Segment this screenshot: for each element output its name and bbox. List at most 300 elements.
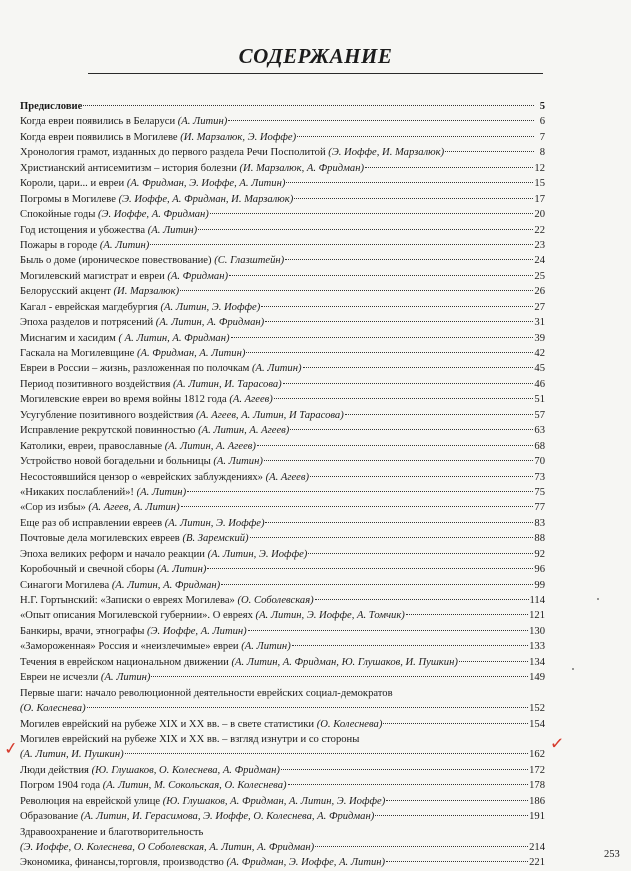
toc-page-number: 20 (534, 209, 545, 221)
dot-leader (125, 753, 529, 754)
dot-leader (265, 522, 533, 523)
toc-page-number: 27 (534, 301, 545, 313)
toc-entry (20, 500, 545, 515)
toc-authors: (О. Соболевская) (237, 595, 314, 606)
toc-title: Синагоги Могилева (20, 579, 112, 591)
toc-entry (20, 392, 545, 407)
toc-line (20, 593, 545, 608)
toc-page-number: 63 (534, 425, 545, 437)
toc-page-number: 92 (534, 548, 545, 560)
toc-line (20, 608, 545, 623)
toc-title: Почтовые дела могилевских евреев (20, 533, 183, 545)
toc-page-number: 88 (534, 533, 545, 545)
toc-entry-text (20, 130, 296, 145)
toc-line (20, 547, 545, 562)
toc-page-number: 24 (534, 255, 545, 267)
toc-authors: (А. Литин, А. Агеев) (164, 440, 256, 452)
toc-line (20, 300, 545, 315)
toc-entry (20, 161, 545, 176)
toc-authors: (А. Фридман) (167, 270, 228, 282)
toc-page-number: 114 (529, 595, 545, 606)
toc-line (20, 176, 545, 191)
toc-entry-text (20, 439, 256, 454)
toc-entry (20, 130, 545, 145)
toc-title: Революция на еврейской улице (20, 795, 163, 807)
toc-entry-text (20, 192, 293, 207)
toc-authors: (А. Литин) (177, 116, 228, 128)
toc-title: Люди действия (20, 764, 92, 776)
table-of-contents (20, 99, 545, 871)
toc-line (20, 454, 545, 469)
toc-authors: (И. Марзалюк) (113, 286, 180, 298)
toc-line (20, 223, 545, 238)
toc-entry (20, 485, 545, 500)
toc-title: Миснагим и хасидим (20, 332, 119, 344)
toc-entry-text (20, 392, 273, 407)
toc-page-number: 46 (534, 378, 545, 390)
toc-line (20, 114, 545, 129)
toc-title: Экономика, финансы,торговля, производство (20, 857, 227, 869)
toc-title: Могилев еврейский на рубеже XIX и XX вв. – взгляд изнутри и со стороны (20, 733, 360, 745)
toc-authors: (Э. Иоффе, А. Фридман) (97, 209, 209, 221)
dot-leader (459, 661, 528, 662)
dot-leader (229, 275, 533, 276)
toc-authors: (О. Колеснева) (316, 718, 383, 730)
toc-line (20, 423, 545, 438)
toc-entry-text (20, 686, 393, 701)
toc-entry-text (20, 701, 86, 716)
toc-entry (20, 763, 545, 778)
toc-line (20, 470, 545, 485)
dot-leader (87, 707, 529, 708)
toc-entry-text (20, 639, 291, 654)
toc-authors: (А. Фридман, Э. Иоффе, А. Литин) (226, 857, 386, 869)
dot-leader (228, 120, 534, 121)
toc-title: Образование (20, 811, 81, 823)
toc-title: Год истощения и убожества (20, 224, 148, 236)
toc-page-number: 6 (539, 116, 545, 128)
toc-title: «Никаких послаблений»! (20, 486, 137, 498)
toc-line (20, 315, 545, 330)
toc-authors: (А. Литин, А. Фридман) (111, 579, 221, 591)
toc-authors: (А. Литин, И. Пушкин) (20, 749, 124, 761)
toc-page-number: 51 (534, 394, 545, 406)
dot-leader (288, 784, 529, 785)
dot-leader (315, 846, 528, 847)
toc-entry-text (20, 593, 314, 608)
toc-entry (20, 238, 545, 253)
toc-entry-text (20, 346, 245, 361)
toc-page-number: 162 (529, 749, 545, 761)
toc-authors: (А. Агеев, А. Литин) (88, 502, 180, 514)
toc-page-number: 154 (529, 718, 545, 730)
toc-entry (20, 423, 545, 438)
toc-entry (20, 331, 545, 346)
toc-entry (20, 778, 545, 793)
toc-entry (20, 361, 545, 376)
toc-authors: (С. Глазштейн) (214, 255, 285, 267)
toc-page-number: 221 (529, 857, 545, 869)
toc-entry-text (20, 717, 382, 732)
toc-title: Период позитивного воздействия (20, 378, 173, 390)
dot-leader (310, 476, 533, 477)
toc-authors: (Ю. Глушаков, А. Фридман, А. Литин, Э. Иоффе) (162, 795, 386, 807)
toc-entry (20, 624, 545, 639)
toc-authors: (Э. Иоффе, А. Литин) (146, 625, 247, 637)
toc-entry (20, 223, 545, 238)
toc-page-number: 22 (534, 224, 545, 236)
toc-authors: (А. Литин, Э. Иоффе, А. Томчик) (255, 610, 405, 622)
dot-leader (274, 398, 534, 399)
toc-entry-text (20, 114, 227, 129)
toc-page-number: 68 (534, 440, 545, 452)
toc-line (20, 269, 545, 284)
toc-entry-text (20, 485, 186, 500)
toc-authors: (А. Литин) (156, 564, 207, 576)
dot-leader (248, 630, 528, 631)
dot-leader (345, 414, 534, 415)
toc-page-number: 70 (534, 456, 545, 468)
toc-entry-text (20, 423, 289, 438)
toc-entry (20, 531, 545, 546)
toc-title: Могилев еврейский на рубеже XIX и XX вв. – в свете статистики (20, 718, 317, 730)
toc-line (20, 763, 545, 778)
toc-page-number: 26 (534, 286, 545, 298)
toc-authors: (Э. Иоффе, А. Фридман, И. Марзалюк) (118, 193, 294, 205)
dot-leader (207, 568, 533, 569)
toc-line (20, 624, 545, 639)
toc-title: Эпоха великих реформ и начало реакции (20, 548, 208, 560)
toc-entry-text (20, 176, 285, 191)
toc-title: Еще раз об исправлении евреев (20, 517, 165, 529)
dot-leader (375, 815, 528, 816)
toc-title: Гаскала на Могилевщине (20, 348, 138, 359)
toc-line (20, 346, 545, 361)
toc-line (20, 732, 545, 747)
toc-page-number: 5 (539, 101, 545, 112)
toc-entry (20, 114, 545, 129)
toc-entry-text (20, 840, 314, 855)
toc-page-number: 130 (529, 625, 545, 637)
toc-entry-text (20, 377, 282, 392)
toc-entry (20, 562, 545, 577)
toc-entry-text (20, 331, 230, 346)
toc-entry (20, 454, 545, 469)
toc-entry-text (20, 145, 444, 160)
toc-entry-text (20, 670, 150, 685)
toc-title: Быль о доме (ироническое повествование) (20, 255, 215, 267)
toc-page-number: 45 (534, 363, 545, 375)
toc-authors: (А. Литин) (252, 363, 302, 375)
scan-speck (597, 598, 599, 600)
toc-authors: (А. Литин, Э. Иоффе) (160, 301, 261, 313)
dot-leader (281, 769, 528, 770)
dot-leader (246, 352, 533, 353)
toc-entry (20, 655, 545, 670)
toc-entry (20, 253, 545, 268)
toc-title: Короли, цари... и евреи (20, 178, 127, 190)
toc-line (20, 161, 545, 176)
toc-page-number: 214 (529, 842, 545, 853)
toc-entry (20, 145, 545, 160)
toc-line (20, 392, 545, 407)
toc-entry (20, 608, 545, 623)
toc-page-number: 152 (529, 703, 545, 715)
dot-leader (187, 491, 533, 492)
toc-authors: (А. Литин) (213, 456, 263, 468)
toc-entry (20, 593, 545, 608)
toc-title: Кагал - еврейская магдебургия (20, 301, 161, 313)
toc-page-number: 133 (529, 641, 545, 653)
toc-line (20, 192, 545, 207)
toc-authors: (А. Литин) (99, 239, 150, 251)
toc-line (20, 809, 545, 824)
dot-leader (294, 198, 533, 199)
toc-entry-text (20, 99, 82, 114)
toc-page-number: 75 (534, 486, 545, 498)
toc-entry-text (20, 300, 260, 315)
toc-page-number: 121 (529, 610, 545, 622)
toc-line (20, 377, 545, 392)
toc-page-number: 7 (539, 131, 545, 143)
toc-entry-text (20, 624, 247, 639)
dot-leader (286, 182, 533, 183)
dot-leader (181, 506, 534, 507)
toc-entry (20, 300, 545, 315)
toc-entry-text (20, 161, 364, 176)
toc-title: Когда евреи появились в Беларуси (20, 116, 178, 128)
toc-entry (20, 516, 545, 531)
toc-page-number: 186 (529, 795, 545, 807)
toc-entry (20, 269, 545, 284)
toc-title: Белорусский акцент (20, 286, 114, 298)
toc-title: Могилевские евреи во время войны 1812 года (20, 394, 230, 406)
toc-line (20, 670, 545, 685)
toc-authors: (А. Литин, А. Фридман, Ю. Глушаков, И. Пушкин) (231, 656, 458, 668)
toc-entry-text (20, 763, 280, 778)
toc-entry (20, 794, 545, 809)
toc-page-number: 134 (529, 656, 545, 668)
dot-leader (308, 553, 533, 554)
toc-page-number: 149 (529, 672, 545, 684)
toc-entry-text (20, 315, 264, 330)
toc-title: Коробочный и свечной сборы (20, 564, 157, 576)
red-check-mark-left: ✓ (2, 738, 20, 760)
toc-page-number: 42 (534, 348, 545, 359)
toc-authors: (А. Агеев, А. Литин, И Тарасова) (196, 409, 344, 421)
toc-line (20, 207, 545, 222)
toc-line (20, 717, 545, 732)
dot-leader (386, 861, 528, 862)
dot-leader (386, 800, 528, 801)
toc-authors: (И. Марзалюк, Э. Иоффе) (180, 131, 297, 143)
dot-leader (283, 383, 534, 384)
toc-entry-text (20, 825, 203, 840)
toc-entry (20, 315, 545, 330)
toc-page-number: 8 (539, 147, 545, 159)
toc-line (20, 516, 545, 531)
toc-page-number: 191 (529, 811, 545, 823)
title-rule (88, 73, 543, 74)
toc-page-number: 57 (534, 409, 545, 421)
dot-leader (315, 599, 529, 600)
toc-entry (20, 825, 545, 856)
toc-title: Эпоха разделов и потрясений (20, 317, 156, 329)
toc-title: Пожары в городе (20, 239, 100, 251)
toc-entry (20, 717, 545, 732)
toc-entry (20, 176, 545, 191)
toc-title: Погром 1904 года (20, 780, 103, 792)
toc-page-number: 39 (534, 332, 545, 344)
scan-speck (572, 668, 574, 670)
toc-page-number: 17 (534, 193, 545, 205)
toc-line (20, 562, 545, 577)
toc-line (20, 253, 545, 268)
toc-title: Когда евреи появились в Могилеве (20, 131, 181, 143)
toc-page-number: 25 (534, 270, 545, 282)
toc-authors: (А. Агеев) (229, 394, 273, 406)
toc-entry-text (20, 470, 309, 485)
toc-line (20, 686, 545, 701)
toc-entry-text (20, 655, 458, 670)
toc-entry-text (20, 500, 180, 515)
toc-entry (20, 670, 545, 685)
dot-leader (231, 337, 534, 338)
toc-entry (20, 439, 545, 454)
toc-entry (20, 547, 545, 562)
toc-authors: (А. Литин, И. Герасимова, Э. Иоффе, О. Колеснева, А. Фридман) (80, 811, 375, 823)
toc-title: Христианский антисемитизм – история болезни (20, 162, 240, 174)
dot-leader (303, 367, 534, 368)
toc-line (20, 578, 545, 593)
toc-title: Евреи не исчезли (20, 672, 101, 684)
toc-authors: (А. Литин, И. Тарасова) (172, 378, 282, 390)
toc-authors: (А. Литин) (241, 641, 291, 653)
toc-title: Предисловие (20, 101, 83, 112)
red-check-mark-right: ✓ (549, 733, 565, 755)
toc-entry-text (20, 516, 264, 531)
toc-line (20, 408, 545, 423)
dot-leader (265, 321, 533, 322)
toc-entry-text (20, 408, 344, 423)
toc-entry-text (20, 223, 197, 238)
dot-leader (250, 537, 534, 538)
toc-title: Погромы в Могилеве (20, 193, 119, 205)
toc-title: Несостоявшийся цензор о «еврейских заблуждениях» (20, 471, 266, 483)
toc-page-number: 12 (534, 162, 545, 174)
toc-entry-text (20, 531, 249, 546)
dot-leader (292, 645, 528, 646)
toc-page-number: 77 (534, 502, 545, 514)
toc-title: «Замороженная» Россия и «неизлечимые» евреи (20, 641, 242, 653)
toc-page-number: 99 (534, 579, 545, 591)
toc-title: «Опыт описания Могилевской губернии». О евреях (20, 610, 256, 622)
toc-title: Банкиры, врачи, этнографы (20, 625, 147, 637)
toc-line (20, 284, 545, 299)
dot-leader (180, 290, 533, 291)
toc-entry-text (20, 747, 124, 762)
dot-leader (264, 460, 534, 461)
dot-leader (445, 151, 534, 152)
toc-page-number: 83 (534, 517, 545, 529)
toc-entry (20, 99, 545, 114)
toc-entry-text (20, 778, 287, 793)
toc-authors: (А. Литин, М. Сокольская, О. Колеснева) (102, 780, 287, 792)
toc-line (20, 145, 545, 160)
toc-entry (20, 408, 545, 423)
toc-line (20, 747, 545, 762)
toc-line (20, 840, 545, 855)
toc-title: Евреи в России – жизнь, разложенная по полочкам (20, 363, 253, 375)
toc-authors: (А. Литин, А. Фридман) (155, 317, 265, 329)
toc-entry-text (20, 238, 149, 253)
toc-line (20, 825, 545, 840)
toc-page-number: 178 (529, 780, 545, 792)
toc-entry (20, 346, 545, 361)
toc-line (20, 794, 545, 809)
dot-leader (83, 105, 534, 106)
toc-page-number: 15 (534, 178, 545, 190)
toc-page-number: 31 (534, 317, 545, 329)
toc-entry (20, 207, 545, 222)
toc-title: Течения в еврейском национальном движении (20, 656, 232, 668)
toc-page-number: 23 (534, 239, 545, 251)
dot-leader (257, 445, 534, 446)
toc-authors: (В. Заремский) (182, 533, 249, 545)
dot-leader (221, 584, 533, 585)
toc-entry (20, 732, 545, 763)
toc-entry (20, 284, 545, 299)
toc-entry-text (20, 207, 209, 222)
toc-authors: (А. Литин) (100, 672, 151, 684)
dot-leader (406, 614, 528, 615)
dot-leader (365, 167, 533, 168)
toc-line (20, 655, 545, 670)
toc-authors: (А. Фридман, А. Литин) (137, 348, 246, 359)
toc-authors: (А. Литин) (147, 224, 198, 236)
toc-authors: (А. Литин, А. Агеев) (198, 425, 290, 437)
toc-title: Католики, евреи, православные (20, 440, 165, 452)
toc-authors: (И. Марзалюк, А. Фридман) (239, 162, 364, 174)
toc-authors: (А. Агеев) (265, 471, 310, 483)
toc-authors: (А. Литин, Э. Иоффе) (207, 548, 308, 560)
toc-entry-text (20, 794, 385, 809)
toc-line (20, 701, 545, 716)
dot-leader (150, 244, 533, 245)
dot-leader (151, 676, 528, 677)
toc-entry (20, 470, 545, 485)
dot-leader (297, 136, 534, 137)
toc-authors: (А. Фридман, Э. Иоффе, А. Литин) (126, 178, 286, 190)
dot-leader (383, 723, 528, 724)
toc-line (20, 531, 545, 546)
toc-line (20, 331, 545, 346)
page-number: 253 (604, 849, 620, 860)
dot-leader (198, 229, 533, 230)
toc-line (20, 361, 545, 376)
toc-entry-text (20, 732, 359, 747)
toc-line (20, 500, 545, 515)
toc-line (20, 778, 545, 793)
toc-entry-text (20, 608, 405, 623)
toc-line (20, 99, 545, 114)
toc-title: Спокойные годы (20, 209, 98, 221)
toc-page-number: 73 (534, 471, 545, 483)
toc-title: Исправление рекрутской повинностью (20, 425, 199, 437)
toc-title: «Сор из избы» (20, 502, 89, 514)
toc-entry (20, 192, 545, 207)
toc-title: Усугубление позитивного воздействия (20, 409, 197, 421)
